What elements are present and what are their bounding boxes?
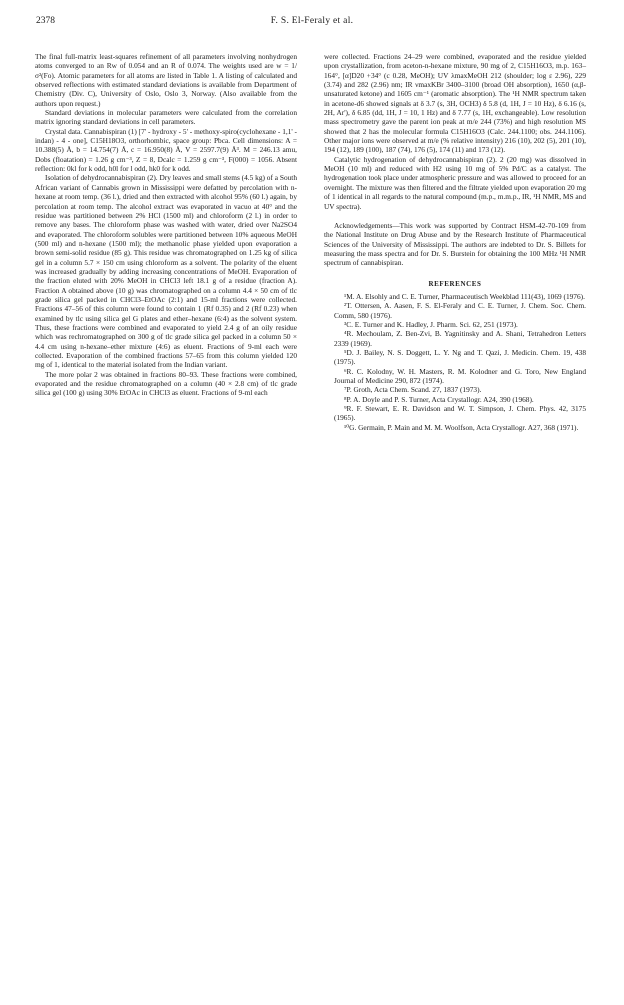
reference-item: ⁷P. Groth, Acta Chem. Scand. 27, 1837 (1973). [344,385,482,395]
paragraph-hydrogenation: Catalytic hydrogenation of dehydrocannabispiran (2). 2 (20 mg) was dissolved in MeOH (10 ml) and reduced with H2 using 10 mg of 5% Pd/C as a catalyst. The hydrogenation took place under atmospheric pressure and was allowed to proceed for an overnight. The mixture was then filtered and the filtrate yielded upon evaporation 20 mg of 1 identical in all regards to the natural compound (m.p., m.m.p., IR, ¹H NMR, MS and UV spectra). [324,154,586,211]
paragraph-standard-deviations: Standard deviations in molecular parameters were calculated from the correlation matrix ignoring standard deviations in cell parameters. [35,108,297,127]
reference-item: ⁴R. Mechoulam, Z. Ben-Zvi, B. Yagnitinsky and A. Shani, Tetrahedron Letters 2339 (1969). [334,329,586,348]
left-column [35,52,297,398]
references-list [324,292,586,432]
paragraph-spectral-data: were collected. Fractions 24–29 were combined, evaporated and the residue yielded upon crystallization, from aceton-n-hexane mixture, 90 mg of 2, C15H16O3, m.p. 163–164°, [α]D20 +34° (c 0.28, MeOH); UV λmaxMeOH 212 (shoulder; log ε 2.96), 229 (3.74) and 282 (2.96) nm; IR νmaxKBr 3400–3100 (broad OH absorption), 1650 (α,β-unsaturated ketone) and 1605 cm⁻¹ (aromatic absorption). The ¹H NMR spectrum taken in acetone-d6 showed signals at δ 3.7 (s, 3H, OCH3) δ 5.8 (d, 1H, J = 10 Hz), δ 6.16 (s, 2H, Ar'), δ 6.85 (dd, 1H, J = 10, 1 Hz) and δ 7.77 (s, 1H, exchangeable). Low resolution mass spectrometry gave the parent ion peak at m/e 244 (73%) and high resolution MS showed that 2 has the molecular formula C15H16O3 (Calc. 244.1100; obs. 244.1106). Other major ions were observed at m/e (% relative intensity) 216 (10), 202 (5), 201 (10), 194 (12), 189 (100), 187 (74), 176 (5), 174 (11) and 173 (12). [324,52,586,155]
reference-item: ³C. E. Turner and K. Hadley, J. Pharm. Sci. 62, 251 (1973). [344,319,518,329]
reference-item: ⁸P. A. Doyle and P. S. Turner, Acta Crystallogr. A24, 390 (1968). [344,394,534,404]
reference-item: ¹M. A. Elsohly and C. E. Turner, Pharmaceutisch Weekblad 111(43), 1069 (1976). [344,291,585,301]
paragraph-crystal-data: Crystal data. Cannabispiran (1) [7' - hydroxy - 5' - methoxy-spiro(cyclohexane - 1,1' - indan) - 4 - one], C15H18O3, orthorhombic, space group: Pbca. Cell dimensions: A = 10.388(5) Å, b = 14.754(7) Å, c = 16.950(8) Å, V = 2597.7(9) Å³. M = 246.13 amu, Dobs (floatation) = 1.26 g cm⁻³, Z = 8, Dcalc = 1.259 g cm⁻³, F(000) = 1056. Absent reflection: 0kl for k odd, h0l for l odd, hk0 for k odd. [35,126,297,174]
reference-item: ¹⁰G. Germain, P. Main and M. M. Woolfson, Acta Crystallogr. A27, 368 (1971). [344,422,579,432]
reference-item: ⁶R. C. Kolodny, W. H. Masters, R. M. Kolodner and G. Toro, New England Journal of Medicine 290, 872 (1974). [334,366,586,385]
page-header [36,16,588,32]
running-head: F. S. El-Feraly et al. [270,16,354,26]
reference-item: ²T. Ottersen, A. Aasen, F. S. El-Feraly and C. E. Turner, J. Chem. Soc. Chem. Comm, 580 (1976). [334,301,586,320]
acknowledgements: Acknowledgements—This work was supported by Contract HSM-42-70-109 from the National Institute on Drug Abuse and by the Research Institute of Pharmaceutical Sciences of the University of Mississippi. The authors are indebted to Dr. S. Billets for measuring the mass spectra and for Dr. S. Burstein for obtaining the 100 MHz ¹H NMR spectrum of cannabispiran. [324,220,586,268]
paragraph-refinement: The final full-matrix least-squares refinement of all parameters involving nonhydrogen atoms converged to an Rw of 0.054 and an R of 0.074. The weights used are w = 1/σ²(Fo). Atomic parameters for all atoms are listed in Table 1. A listing of calculated and observed reflections with estimated standard deviations is available from Department of Chemistry (Div. C), University of Oslo, Oslo 3, Norway. (Also available from the authors upon request.) [35,52,297,108]
paragraph-polar-fraction: The more polar 2 was obtained in fractions 80–93. These fractions were combined, evaporated and the residue chromatographed on a column (40 × 2.8 cm) of tlc grade silica gel (100 g) using 30% EtOAc in CHCl3 as eluent. Fractions of 9-ml each [35,369,297,398]
right-column [324,52,586,432]
reference-item: ⁵D. J. Bailey, N. S. Doggett, L. Y. Ng and T. Qazi, J. Medicin. Chem. 19, 438 (1975). [334,347,586,367]
references-heading: REFERENCES [428,279,482,288]
reference-item: ⁹R. F. Stewart, E. R. Davidson and W. T. Simpson, J. Chem. Phys. 42, 3175 (1965). [334,404,586,423]
paragraph-isolation: Isolation of dehydrocannabispiran (2). Dry leaves and small stems (4.5 kg) of a South African variant of Cannabis grown in Mississippi were defatted by percolation with n-hexane at room temp. (36 l.), dried and then extracted with alcohol 95% (60 l.) again, by percolation at room temp. The alcohol extract was evaporated in vacuo at 40° and the residue was partitioned between 2% HCl (1500 ml) and chloroform (2 l.) in order to remove any bases. The chloroform phase was washed with water, dried over Na2SO4 and evaporated. The chloroform solubles were partitioned between 10% aqueous MeOH (500 ml) and n-hexane (1500 ml); the methanolic phase yielded upon evaporation a brown semi-solid residue (85 g). This residue was chromatographed on 1.25 kg of silica gel in a column 5.7 × 150 cm using chloroform as a solvent. The polarity of the eluent was increased gradually by adding increasing concentrations of MeOH. Evaporation of the fraction eluted with 20% MeOH in CHCl3 left 18.1 g of a residue (fraction A). Fraction A obtained above (10 g) was chromatographed on a column 4.4 × 50 cm of tlc grade silica gel packed in CHCl3–EtOAc (2:1) and 15-ml fractions were collected. Fractions 47–56 of this column were found to contain 1 (Rf 0.35) and 2 (Rf 0.23) when examined by tlc using silica gel G plates and ether–hexane (6:4) as the solvent system. Thus, these fractions were combined and evaporated to yield 2.4 g of an oily residue which was rechromatographed on 300 g of tlc grade silica gel packed in a column 50 × 4.4 cm using n-hexane–ether mixture (4:6) as eluent. Fractions of 9-ml each were collected. Evaporation of the combined fractions 57–65 from this column yielded 120 mg of 1, identical to the material isolated from the Indian variant. [35,173,297,370]
page-number: 2378 [36,16,55,26]
